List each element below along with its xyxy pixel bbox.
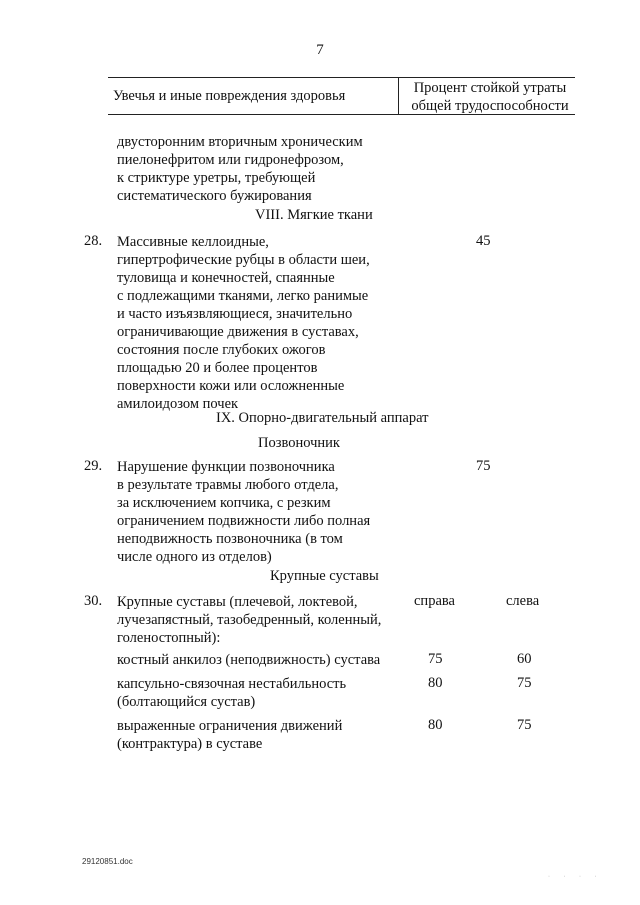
row-ankylosis-right-value: 75 xyxy=(428,651,443,667)
column-label-left: слева xyxy=(506,593,540,609)
subsection-heading-spine: Позвоночник xyxy=(258,435,340,451)
text-line: за исключением копчика, с резким xyxy=(117,495,331,511)
text-line: Массивные келлоидные, xyxy=(117,234,269,250)
section-heading-soft-tissue: VIII. Мягкие ткани xyxy=(255,207,373,223)
row-instability-left-value: 75 xyxy=(517,675,532,691)
text-line: с подлежащими тканями, легко ранимые xyxy=(117,288,369,304)
text-line: поверхности кожи или осложненные xyxy=(117,378,345,394)
header-column-percent xyxy=(404,79,576,115)
text-line: состояния после глубоких ожогов xyxy=(117,342,326,358)
text-line: (контрактура) в суставе xyxy=(117,736,263,752)
header-top-rule xyxy=(108,77,575,78)
item-30-row-ankylosis xyxy=(117,651,380,669)
item-28-description xyxy=(117,233,370,413)
text-line: пиелонефритом или гидронефрозом, xyxy=(117,152,344,168)
item-number-28: 28. xyxy=(84,233,103,249)
text-line: гипертрофические рубцы в области шеи, xyxy=(117,252,370,268)
text-line: систематического бужирования xyxy=(117,188,312,204)
row-contracture-left-value: 75 xyxy=(517,717,532,733)
text-line: и часто изъязвляющиеся, значительно xyxy=(117,306,353,322)
text-line: капсульно-связочная нестабильность xyxy=(117,676,347,692)
item-29-percent: 75 xyxy=(476,458,491,474)
text-line: площадью 20 и более процентов xyxy=(117,360,318,376)
text-line: числе одного из отделов) xyxy=(117,549,272,565)
page-number: 7 xyxy=(316,42,324,58)
text-line: неподвижность позвоночника (в том xyxy=(117,531,343,547)
row-contracture-right-value: 80 xyxy=(428,717,443,733)
subsection-heading-large-joints: Крупные суставы xyxy=(270,568,379,584)
text-line: лучезапястный, тазобедренный, коленный, xyxy=(117,612,382,628)
text-line: амилоидозом почек xyxy=(117,396,239,412)
text-line: к стриктуре уретры, требующей xyxy=(117,170,316,186)
text-line: в результате травмы любого отдела, xyxy=(117,477,339,493)
text-line: (болтающийся сустав) xyxy=(117,694,256,710)
item-30-row-contracture xyxy=(117,717,342,753)
section-heading-musculoskeletal: IX. Опорно-двигательный аппарат xyxy=(216,410,429,426)
text-line: ограничением подвижности либо полная xyxy=(117,513,371,529)
footer-filename: 29120851.doc xyxy=(82,857,133,866)
continuation-text xyxy=(117,133,363,205)
text-line: ограничивающие движения в суставах, xyxy=(117,324,359,340)
column-label-right: справа xyxy=(414,593,455,609)
text-line: костный анкилоз (неподвижность) сустава xyxy=(117,652,381,668)
header-column-injuries: Увечья и иные повреждения здоровья xyxy=(113,88,346,104)
text-line: Крупные суставы (плечевой, локтевой, xyxy=(117,594,358,610)
text-line: выраженные ограничения движений xyxy=(117,718,343,734)
text-line: туловища и конечностей, спаянные xyxy=(117,270,335,286)
text-line: двусторонним вторичным хроническим xyxy=(117,134,363,150)
item-30-row-instability xyxy=(117,675,346,711)
text-line: голеностопный): xyxy=(117,630,221,646)
item-number-30: 30. xyxy=(84,593,103,609)
text-line: Нарушение функции позвоночника xyxy=(117,459,335,475)
item-29-description xyxy=(117,458,370,566)
row-ankylosis-left-value: 60 xyxy=(517,651,532,667)
item-28-percent: 45 xyxy=(476,233,491,249)
header-percent-line-1: Процент стойкой утраты xyxy=(413,80,567,96)
row-instability-right-value: 80 xyxy=(428,675,443,691)
header-column-divider xyxy=(398,77,399,115)
item-30-description xyxy=(117,593,381,647)
item-number-29: 29. xyxy=(84,458,103,474)
header-percent-line-2: общей трудоспособности xyxy=(411,98,569,114)
scan-artifact-dots: · · · · xyxy=(548,874,603,880)
